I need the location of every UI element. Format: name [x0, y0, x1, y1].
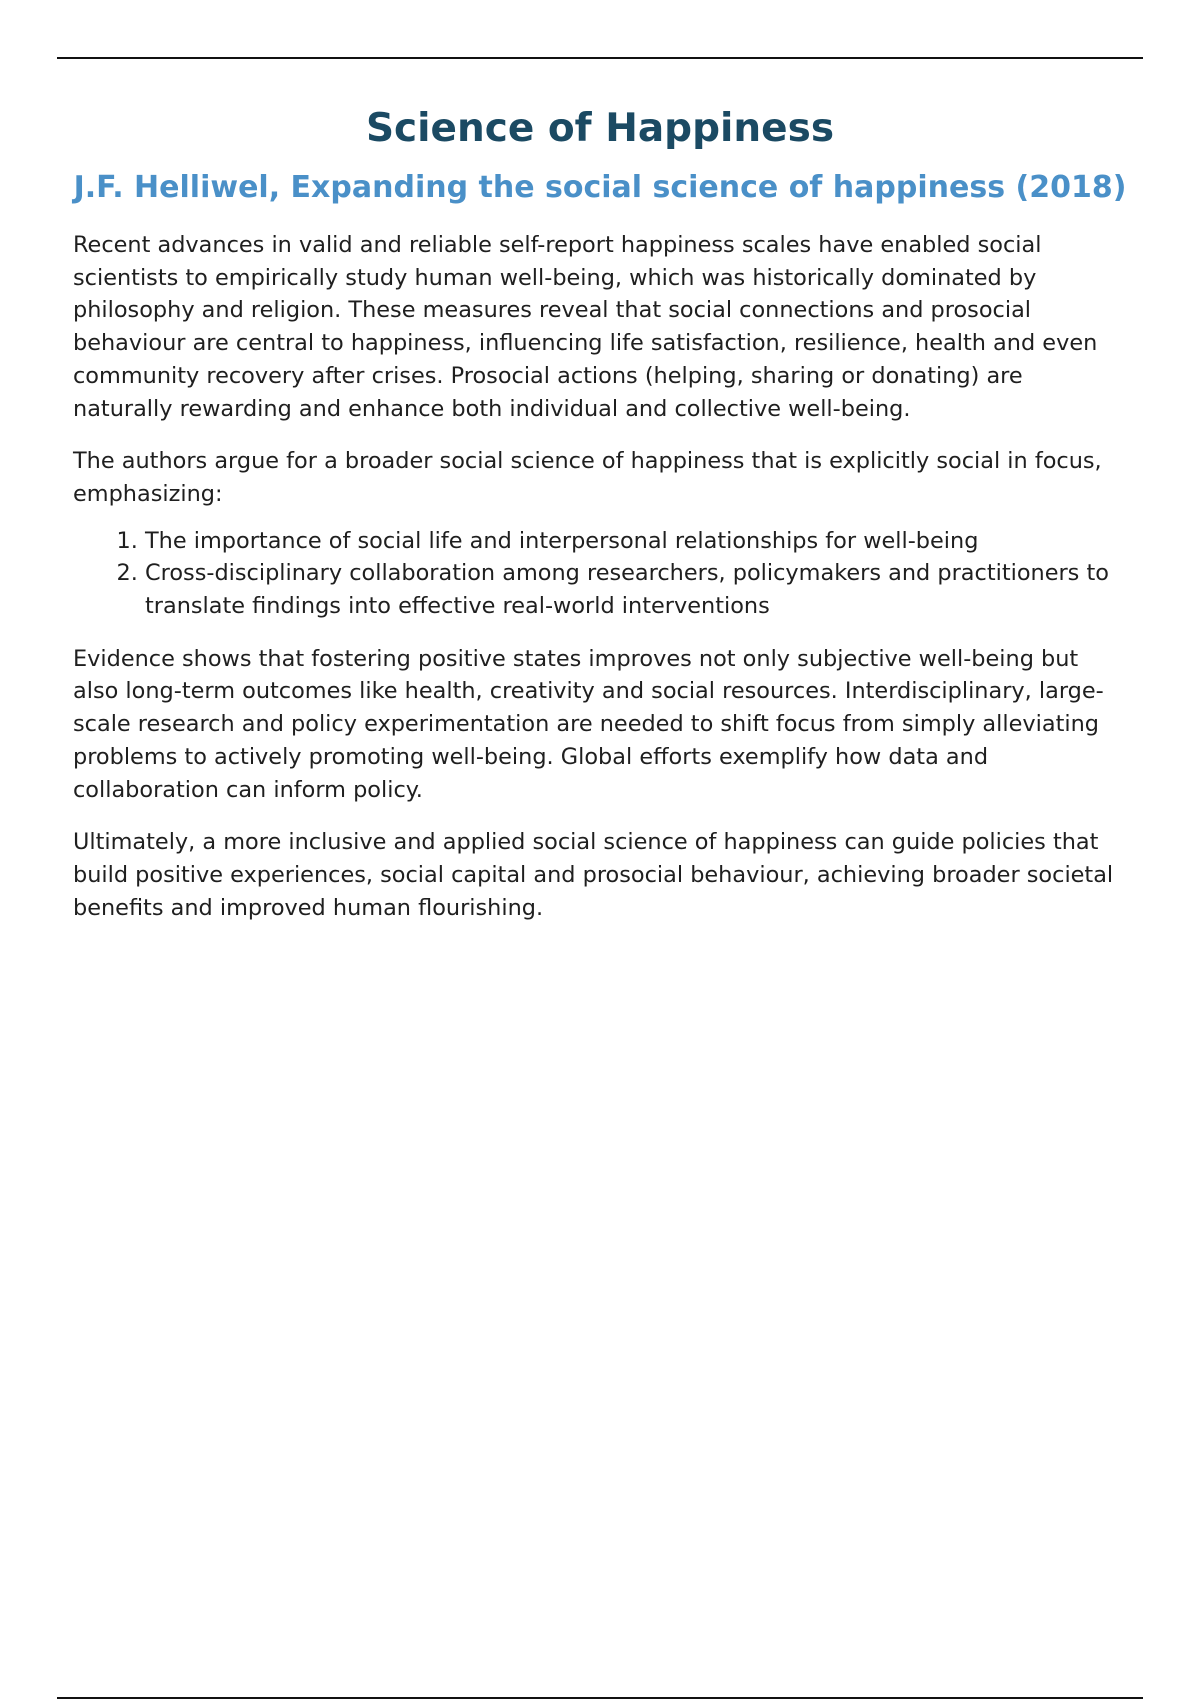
- bottom-rule: [57, 1697, 1143, 1699]
- intro-paragraph: Recent advances in valid and reliable self-report happiness scales have enabled social scientists to empirically study human well-being, which was historically dominated by philosophy and religion. These measures reveal that social connections and prosocial behaviour are central to happiness, influencing life satisfaction, resilience, health and even community recovery after crises. Prosocial actions (helping, sharing or donating) are naturally rewarding and enhance both individual and collective well-being.: [73, 232, 1098, 422]
- page-title: Science of Happiness: [365, 106, 835, 151]
- list-item: 1. The importance of social life and interpersonal relationships for well-being: [145, 525, 1127, 558]
- emphasis-list: [73, 525, 1127, 623]
- evidence-paragraph: Evidence shows that fostering positive states improves not only subjective well-being but also long-term outcomes like health, creativity and social resources. Interdisciplinary, large-scale research and policy experimentation are needed to shift focus from simply alleviating problems to actively promoting well-being. Global efforts exemplify how data and collaboration can inform policy.: [73, 645, 1104, 803]
- conclusion-paragraph: Ultimately, a more inclusive and applied social science of happiness can guide policies that build positive experiences, social capital and prosocial behaviour, achieving broader societal benefits and improved human flourishing.: [73, 829, 1114, 921]
- document-body: [73, 103, 1127, 924]
- list-item: 2. Cross-disciplinary collaboration among researchers, policymakers and practitioners to translate findings into effective real-world interventions: [145, 557, 1127, 622]
- top-rule: [57, 57, 1143, 59]
- page-subtitle: J.F. Helliwel, Expanding the social science of happiness (2018): [73, 170, 1127, 205]
- argument-paragraph: The authors argue for a broader social science of happiness that is explicitly social in focus, emphasizing:: [73, 448, 1102, 507]
